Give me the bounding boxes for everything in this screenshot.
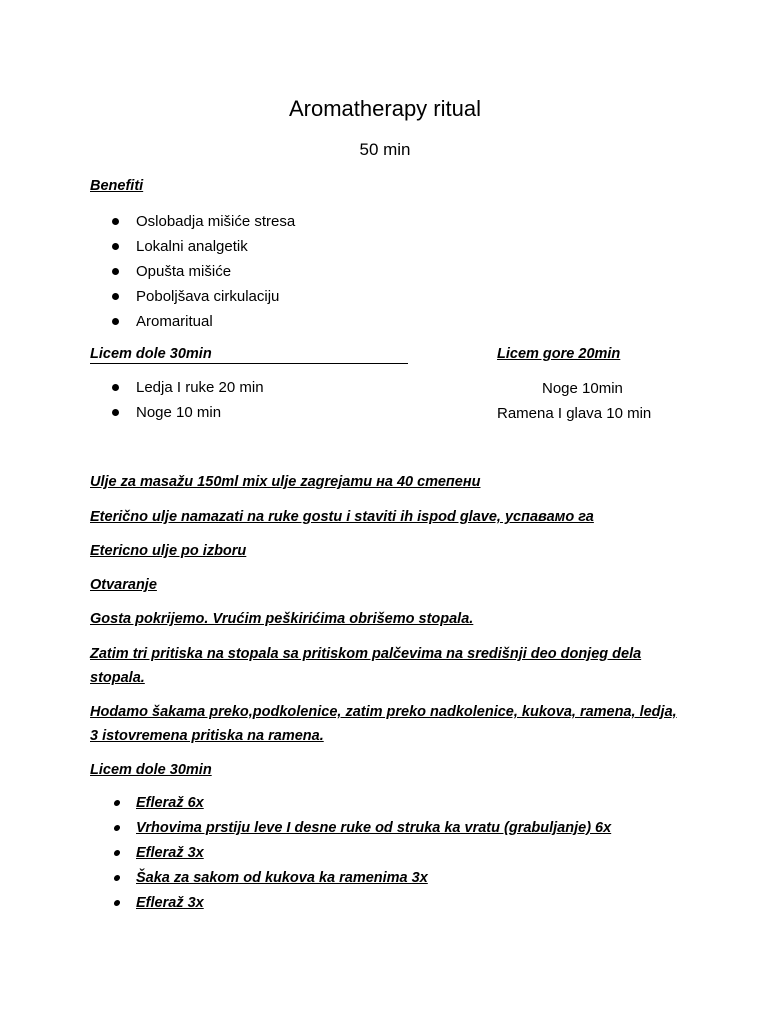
document-page (90, 0, 680, 1024)
walking-hands-paragraph: Hodamo šakama preko,podkolenice, zatim preko nadkolenice, kukova, ramena, ledja, 3 istovremena pritiska na ramena. (90, 704, 677, 744)
bullet-icon (113, 900, 120, 906)
essential-oil-paragraph: Eterično ulje namazati na ruke gostu i staviti ih ispod glave, успавамо га (90, 509, 594, 525)
cover-guest-paragraph: Gosta pokrijemo. Vrućim peškirićima obrišemo stopala. (90, 611, 474, 627)
duration-label: 50 min (359, 140, 411, 159)
face-up-item: Ramena I glava 10 min (497, 405, 652, 422)
bullet-icon (112, 293, 119, 300)
face-down-section-heading: Licem dole 30min (90, 762, 212, 778)
benefits-list (90, 209, 295, 334)
positions-heading-row (90, 346, 680, 366)
benefits-heading: Benefiti (90, 178, 144, 194)
face-up-item: Noge 10min (542, 380, 623, 397)
list-item: Vrhovima prstiju leve I desne ruke od struka ka vratu (grabuljanje) 6x (90, 816, 611, 841)
bullet-icon (112, 318, 119, 325)
oil-choice-paragraph: Etericno ulje po izboru (90, 543, 247, 559)
list-item: Lokalni analgetik (90, 234, 295, 259)
list-item: Ledja I ruke 20 min (90, 375, 264, 400)
bullet-icon (112, 243, 119, 250)
face-down-heading: Licem dole 30min (90, 346, 212, 362)
list-item: Opušta mišiće (90, 259, 295, 284)
list-item: Noge 10 min (90, 400, 264, 425)
bullet-icon (113, 850, 120, 856)
list-item: Eflerаž 3x (90, 891, 611, 916)
opening-heading: Otvaranje (90, 577, 157, 593)
bullet-icon (112, 409, 119, 416)
face-down-list (90, 375, 264, 425)
bullet-icon (112, 218, 119, 225)
list-item: Oslobadja mišiće stresa (90, 209, 295, 234)
bullet-icon (113, 825, 120, 831)
bullet-icon (112, 268, 119, 275)
bullet-icon (113, 800, 120, 806)
list-item: Šaka za sakom od kukova ka ramenima 3x (90, 866, 611, 891)
face-up-heading: Licem gore 20min (497, 346, 621, 362)
bullet-icon (113, 875, 120, 881)
oil-paragraph: Ulje za masažu 150ml mix ulje zagrejamu на 40 степени (90, 474, 481, 490)
document-title: Aromatherapy ritual (289, 96, 481, 121)
list-item: Aromaritual (90, 309, 295, 334)
list-item: Poboljšava cirkulaciju (90, 284, 295, 309)
steps-list (90, 791, 611, 916)
list-item: Eflerаž 3x (90, 841, 611, 866)
bullet-icon (112, 384, 119, 391)
list-item: Eflerаž 6x (90, 791, 611, 816)
foot-pressure-paragraph: Zatim tri pritiska na stopala sa pritiskom palčevima na središnji deo donjeg dela stopala. (90, 646, 642, 686)
heading-underline (90, 363, 408, 364)
